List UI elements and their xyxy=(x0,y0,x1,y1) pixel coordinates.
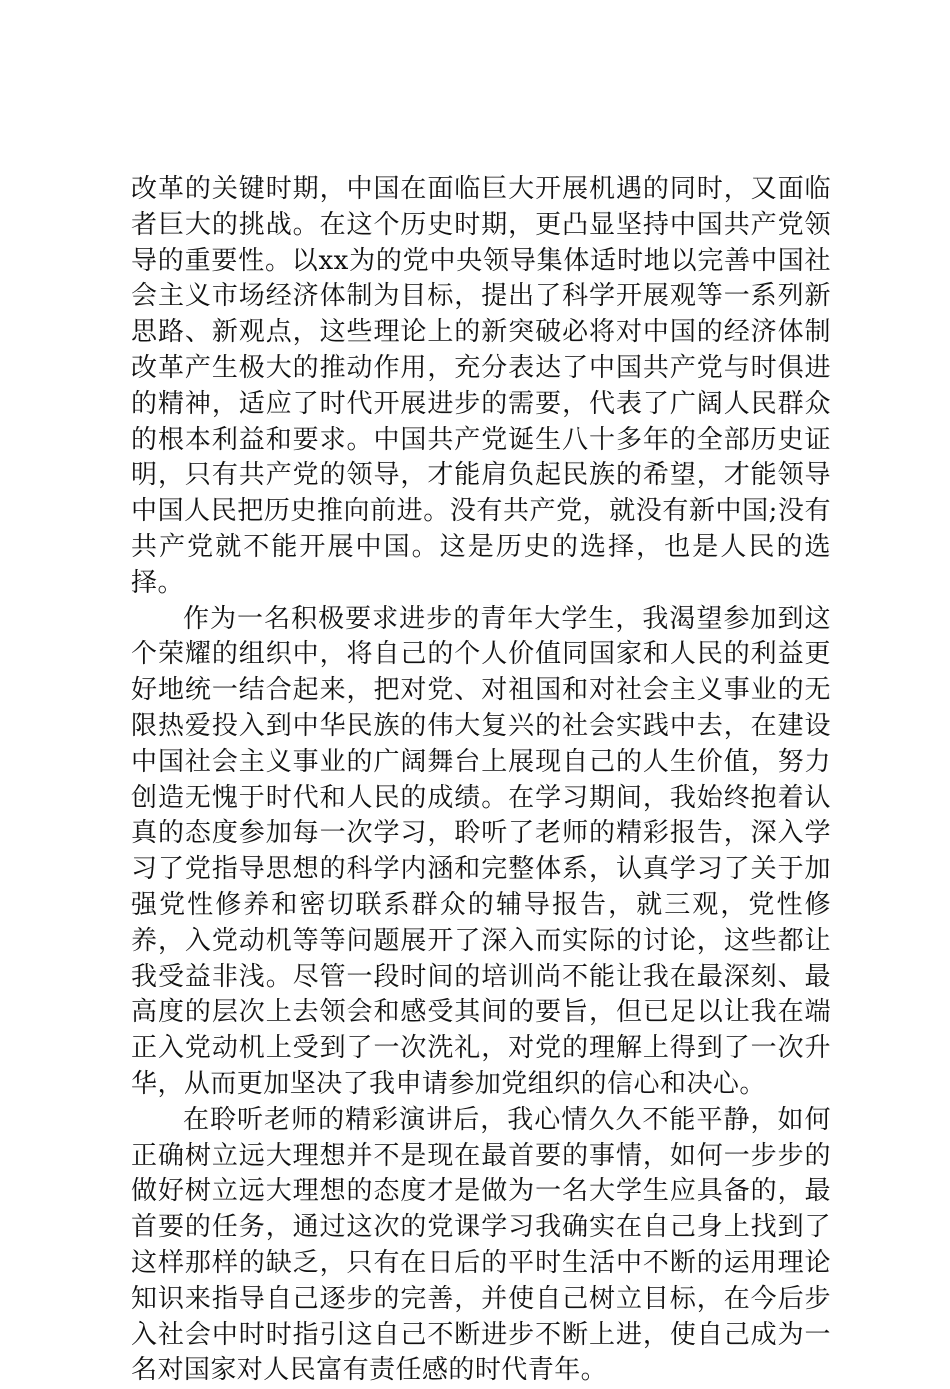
paragraph-aspiration: 作为一名积极要求进步的青年大学生，我渴望参加到这个荣耀的组织中，将自己的个人价值同国家和人民的利益更好地统一结合起来，把对党、对祖国和对社会主义事业的无限热爱投入到中华民族的伟大复兴的社会实践中去，在建设中国社会主义事业的广阔舞台上展现自己的人生价值，努力创造无愧于时代和人民的成绩。在学习期间，我始终抱着认真的态度参加每一次学习，聆听了老师的精彩报告，深入学习了党指导思想的科学内涵和完整体系，认真学习了关于加强党性修养和密切联系群众的辅导报告，就三观，党性修养，入党动机等等问题展开了深入而实际的讨论，这些都让我受益非浅。尽管一段时间的培训尚不能让我在最深刻、最高度的层次上去领会和感受其间的要旨，但已足以让我在端正入党动机上受到了一次洗礼，对党的理解上得到了一次升华，从而更加坚决了我申请参加党组织的信心和决心。 xyxy=(131,603,831,1099)
paragraph-reflection: 在聆听老师的精彩演讲后，我心情久久不能平静，如何正确树立远大理想并不是现在最首要的事情，如何一步步的做好树立远大理想的态度才是做为一名大学生应具备的，最首要的任务，通过这次的党课学习我确实在自己身上找到了这样那样的缺乏，只有在日后的平时生活中不断的运用理论知识来指导自己逐步的完善，并使自己树立目标，在今后步入社会中时时指引这自己不断进步不断上进，使自己成为一名对国家对人民富有责任感的时代青年。 xyxy=(131,1104,831,1386)
paragraph-continuation: 改革的关键时期，中国在面临巨大开展机遇的同时，又面临者巨大的挑战。在这个历史时期，更凸显坚持中国共产党领导的重要性。以xx为的党中央领导集体适时地以完善中国社会主义市场经济体制为目标，提出了科学开展观等一系列新思路、新观点，这些理论上的新突破必将对中国的经济体制改革产生极大的推动作用，充分表达了中国共产党与时俱进的精神，适应了时代开展进步的需要，代表了广阔人民群众的根本利益和要求。中国共产党诞生八十多年的全部历史证明，只有共产党的领导，才能肩负起民族的希望，才能领导中国人民把历史推向前进。没有共产党，就没有新中国;没有共产党就不能开展中国。这是历史的选择，也是人民的选择。 xyxy=(131,174,831,598)
document-body xyxy=(131,172,831,1389)
